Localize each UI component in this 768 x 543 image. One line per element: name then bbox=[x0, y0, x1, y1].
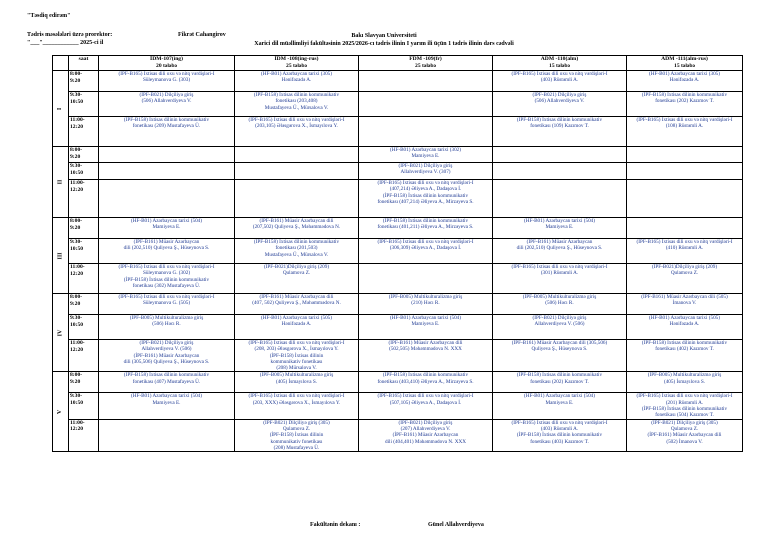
time-slot: 8:00- 9:20 bbox=[69, 372, 99, 393]
class-entry: (HF-B01) Azərbaycan tarixi (504) Mamiyeva E. bbox=[493, 218, 627, 239]
time-slot: 8:00- 9:20 bbox=[69, 71, 99, 92]
table-row bbox=[53, 147, 743, 163]
table-row bbox=[53, 340, 743, 372]
class-entry: (İPF-B158) İxtisas dilinin kommunikativ fonetikası (402) Kazımov T. bbox=[627, 340, 743, 372]
class-entry: (İPF-B021) Dilçiliyə giriş Allahverdiyeva V. (307) bbox=[359, 163, 493, 180]
class-entry bbox=[359, 71, 493, 92]
time-slot: 9:30- 10:50 bbox=[69, 315, 99, 340]
table-row bbox=[53, 180, 743, 218]
time-slot: 8:00- 9:20 bbox=[69, 218, 99, 239]
time-slot: 8:00- 9:20 bbox=[69, 294, 99, 315]
table-row bbox=[53, 239, 743, 264]
class-entry bbox=[359, 117, 493, 147]
time-slot: 9:30- 10:50 bbox=[69, 393, 99, 419]
class-entry bbox=[99, 180, 235, 218]
class-entry bbox=[235, 180, 359, 218]
class-entry: (İPF-B021) Dilçiliyə giriş (207) Allahverdiyeva V. (İPF-B161) Müasir Azərbaycan dili (404,401) Məhəmmədova N. XXX bbox=[359, 419, 493, 451]
class-entry: (İPF-B165) İxtisas dili oxu və nitq vərdişləri-I (301) Rüstəmli A. bbox=[493, 264, 627, 294]
class-entry: (İPF-B161) Müasir Azərbaycan dili (207,502) Quliyeva Ş., Məhəmmədova N. bbox=[235, 218, 359, 239]
column-header: saat bbox=[69, 56, 99, 71]
class-entry: (HF-B01) Azərbaycan tarixi (505) Hənifəzadə A. bbox=[627, 315, 743, 340]
class-entry bbox=[235, 147, 359, 163]
class-entry: (HF-B01) Azərbaycan tarixi (302) Mamiyeva E. bbox=[359, 147, 493, 163]
table-row bbox=[53, 218, 743, 239]
time-slot: 11:00- 12:20 bbox=[69, 419, 99, 451]
approval-stamp: "Təsdiq edirəm" bbox=[27, 13, 71, 19]
table-row bbox=[53, 71, 743, 92]
class-entry: (İPF-B005) Multikulturalizmə giriş (506) Həcı R. bbox=[493, 294, 627, 315]
time-slot: 9:30- 10:50 bbox=[69, 239, 99, 264]
class-entry: (İPF-B021) Dilçiliyə giriş (305) Qulamova Z. (İPF-B161) Müasir Azərbaycan dili (502) İmanova V. bbox=[627, 419, 743, 451]
class-entry: (İPF-B021) Dilçiliyə giriş Allahverdiyeva V. (506) (İPF-B161) Müasir Azərbaycan dili (305,506) Quliyeva Ş., Hüseynova S. bbox=[99, 340, 235, 372]
class-entry: (İPF-B158) İxtisas dilinin kommunikativ fonetikası (109) Kazımov T. bbox=[493, 117, 627, 147]
class-entry: (İPF-B165) İxtisas dili oxu və nitq vərdişləri-I (403) Rüstəmli A. bbox=[493, 71, 627, 92]
time-slot: 8:00- 9:20 bbox=[69, 147, 99, 163]
column-header: İDM -108(ing-rus) 25 tələbə bbox=[235, 56, 359, 71]
class-entry: (İPF-B021) Dilçiliyə giriş (506) Allahverdiyeva V. bbox=[99, 92, 235, 117]
class-entry: (İPF-B165) İxtisas dili oxu və nitq vərdişləri-I (201) Rüstəmli A. (İPF-B158) İxtisas dilinin kommunikativ fonetikası (504) Kazımov T. bbox=[627, 393, 743, 419]
time-slot: 11:00- 12:20 bbox=[69, 117, 99, 147]
class-entry: (HF-B01) Azərbaycan tarixi (505) Hənifəzadə A. bbox=[235, 315, 359, 340]
class-entry: (İPF-B161) Müasir Azərbaycan dili (502,505) Məhəmmədova N. XXX bbox=[359, 340, 493, 372]
table-row bbox=[53, 163, 743, 180]
table-row bbox=[53, 264, 743, 294]
class-entry: (İPF-B165) İxtisas dili oxu və nitq vərdişləri-I (407,214) Əliyeva A., Dadaşova İ. (İPF-B158) İxtisas dilinin kommunikativ fonetikası (407,214) Əliyeva A., Mirzəyeva S. bbox=[359, 180, 493, 218]
class-entry: (İPF-B158) İxtisas dilinin kommunikativ fonetikası (202) Kazımov T. bbox=[493, 372, 627, 393]
table-row bbox=[53, 92, 743, 117]
class-entry: (İPF-B165) İxtisas dili oxu və nitq vərdişləri-I Süleymanova G. (302) (İPF-B158) İxtisas dilinin kommunikativ fonetikası (302) Mustafayeva Ü. bbox=[99, 264, 235, 294]
table-row bbox=[53, 315, 743, 340]
table-row bbox=[53, 372, 743, 393]
class-entry: (İPF-B161) Müasir Azərbaycan dili (305,506) Quliyeva Ş., Hüseynova S. bbox=[493, 340, 627, 372]
schedule-table bbox=[52, 55, 743, 452]
class-entry bbox=[235, 163, 359, 180]
time-slot: 11:00- 12:20 bbox=[69, 264, 99, 294]
class-entry: (İPF-B158) İxtisas dilinin kommunikativ fonetikası (209) Mustafayeva Ü. bbox=[99, 117, 235, 147]
column-header: FDM -109(fr) 25 tələbə bbox=[359, 56, 493, 71]
class-entry: (HF-B01) Azərbaycan tarixi (305) Hənifəzadə A. bbox=[235, 71, 359, 92]
prorector-name: Fikrət Cahangirov bbox=[178, 32, 226, 38]
class-entry: (İPF-B158) İxtisas dilinin kommunikativ fonetikası (202) Kazımov T. bbox=[627, 92, 743, 117]
time-slot: 11:00- 12:20 bbox=[69, 340, 99, 372]
class-entry: (İPF-B158) İxtisas dilinin kommunikativ fonetikası (203,408) Mustafayeva Ü., Mürsalova V. bbox=[235, 92, 359, 117]
day-label: V bbox=[53, 372, 69, 452]
dean-name: Günel Allahverdiyeva bbox=[428, 522, 484, 528]
class-entry: (İPF-B021) Dilçiliyə giriş (305) Qulamova Z. (İPF-B158) İxtisas dilinin kommunikativ fonetikası (208) Mustafayeva Ü. bbox=[235, 419, 359, 451]
class-entry: (İPF-B005) Multikulturalizmə giriş (405) İsmayılova S. bbox=[235, 372, 359, 393]
class-entry bbox=[359, 92, 493, 117]
class-entry: (İPF-B165) İxtisas dili oxu və nitq vərdişləri-I Süleymanova G. (303) bbox=[99, 71, 235, 92]
class-entry: (İPF-B165) İxtisas dili oxu və nitq vərdişləri-I (203,105) Ələsgərova X., İsmayılova Y. bbox=[235, 117, 359, 147]
class-entry: (İPF-B005) Multikulturalizmə giriş (405) İsmayılova S. bbox=[627, 372, 743, 393]
class-entry bbox=[627, 147, 743, 163]
column-header: ADM -110(alm) 15 tələbə bbox=[493, 56, 627, 71]
dean-label: Fakültənin dekanı : bbox=[310, 522, 361, 528]
time-slot: 9:30- 10:50 bbox=[69, 92, 99, 117]
class-entry: (İPF-B165) İxtisas dili oxu və nitq vərdişləri-I (306,309) Əliyeva A., Dadaşova İ. bbox=[359, 239, 493, 264]
class-entry: (İPF-B165) İxtisas dili oxu və nitq vərdişləri-I (208, 203) Ələsgərova X., İsmayılova Y. (İPF-B158) İxtisas dilinin kommunikativ fonetikası (208) Mürsalova V. bbox=[235, 340, 359, 372]
university-name: Bakı Slavyan Universiteti bbox=[351, 33, 417, 39]
class-entry: (İPF-B161) Müasir Azərbaycan dili (202,510) Quliyeva Ş., Hüseynova S. bbox=[99, 239, 235, 264]
class-entry bbox=[493, 163, 627, 180]
schedule-title: Xarici dil müəllimliyi fakültəsinin 2025/2026-cı tədris ilinin I yarım ili üçün 1 tədris ilinin dərs cədvəli bbox=[254, 41, 514, 47]
class-entry: (İPF-B158) İxtisas dilinin kommunikativ fonetikası (403,410) Əliyeva A., Mirzəyeva S. bbox=[359, 372, 493, 393]
approval-date: "___"____________ 2025-ci il bbox=[27, 40, 104, 46]
day-header bbox=[53, 56, 69, 71]
class-entry bbox=[493, 180, 627, 218]
class-entry: (İPF-B165) İxtisas dili oxu və nitq vərdişləri-I (108) Rüstəmli A. bbox=[627, 117, 743, 147]
column-header: İDM-107(ing) 20 tələbə bbox=[99, 56, 235, 71]
class-entry: (İPF-B021) Dilçiliyə giriş Allahverdiyeva V. (506) bbox=[493, 315, 627, 340]
class-entry: (HF-B01) Azərbaycan tarixi (504) Mamiyeva E. bbox=[493, 393, 627, 419]
table-row bbox=[53, 294, 743, 315]
table-row bbox=[53, 419, 743, 451]
day-label: II bbox=[53, 147, 69, 218]
class-entry: (İPF-B158) İxtisas dilinin kommunikativ fonetikası (201,503) Mustafayeva Ü., Mürsalova V. bbox=[235, 239, 359, 264]
class-entry: (İPF-B161) Müasir Azərbaycan dili (505) İmanova V. bbox=[627, 294, 743, 315]
class-entry bbox=[99, 419, 235, 451]
column-header: ADM -111(alm-rus) 15 tələbə bbox=[627, 56, 743, 71]
class-entry: (İPF-B161) Müasir Azərbaycan dili (407, 502) Quliyeva Ş., Məhəmmədova N. bbox=[235, 294, 359, 315]
class-entry: (İPF-B005) Multikulturalizmə giriş (506) Həcı R. bbox=[99, 315, 235, 340]
table-header-row bbox=[53, 56, 743, 71]
class-entry bbox=[99, 163, 235, 180]
class-entry: (HF-B01) Azərbaycan tarixi (504) Mamiyeva E. bbox=[359, 315, 493, 340]
class-entry: (HF-B01) Azərbaycan tarixi (504) Mamiyeva E. bbox=[99, 218, 235, 239]
class-entry bbox=[627, 218, 743, 239]
class-entry bbox=[627, 163, 743, 180]
class-entry: (İPF-B165) İxtisas dili oxu və nitq vərdişləri-I Süleymanova G. (505) bbox=[99, 294, 235, 315]
class-entry bbox=[99, 147, 235, 163]
class-entry: (HF-B01) Azərbaycan tarixi (305) Hənifəzadə A. bbox=[627, 71, 743, 92]
class-entry bbox=[359, 264, 493, 294]
class-entry: (İPF-B165) İxtisas dili oxu və nitq vərdişləri-I (410) Rüstəmli A. bbox=[627, 239, 743, 264]
class-entry: (İPF-B021)Dilçiliyə giriş (209) Qulamova Z. bbox=[235, 264, 359, 294]
class-entry: (İPF-B005) Multikulturalizmə giriş (210) Həcı R. bbox=[359, 294, 493, 315]
class-entry: (HF-B01) Azərbaycan tarixi (504) Mamiyeva E. bbox=[99, 393, 235, 419]
day-label: III bbox=[53, 218, 69, 294]
time-slot: 11:00- 12:20 bbox=[69, 180, 99, 218]
class-entry: (İPF-B165) İxtisas dili oxu və nitq vərdişləri-I (403) Rüstəmli A. (İPF-B158) İxtisas dilinin kommunikativ fonetikası (403) Kazımov T. bbox=[493, 419, 627, 451]
table-row bbox=[53, 393, 743, 419]
day-label: I bbox=[53, 71, 69, 147]
class-entry: (İPF-B158) İxtisas dilinin kommunikativ fonetikası (407) Mustafayeva Ü. bbox=[99, 372, 235, 393]
class-entry: (İPF-B165) İxtisas dili oxu və nitq vərdişləri-I (203, XXX) Ələsgərova X., İsmayılova Y. bbox=[235, 393, 359, 419]
class-entry: (İPF-B165) İxtisas dili oxu və nitq vərdişləri-I (507,105) Əliyeva A., Dadaşova İ. bbox=[359, 393, 493, 419]
class-entry: (İPF-B158) İxtisas dilinin kommunikativ fonetikası (401,211) Əliyeva A., Mirzəyeva S. bbox=[359, 218, 493, 239]
class-entry: (İPF-B021)Dilçiliyə giriş (209) Qulamova Z. bbox=[627, 264, 743, 294]
class-entry bbox=[627, 180, 743, 218]
table-row bbox=[53, 117, 743, 147]
day-label: IV bbox=[53, 294, 69, 372]
time-slot: 9:30- 10:50 bbox=[69, 163, 99, 180]
class-entry: (İPF-B021) Dilçiliyə giriş (506) Allahverdiyeva V. bbox=[493, 92, 627, 117]
class-entry bbox=[493, 147, 627, 163]
prorector-label: Tədris məsələləri üzrə prorektor: bbox=[27, 32, 113, 38]
class-entry: (İPF-B161) Müasir Azərbaycan dili (202,510) Quliyeva Ş., Hüseynova S. bbox=[493, 239, 627, 264]
